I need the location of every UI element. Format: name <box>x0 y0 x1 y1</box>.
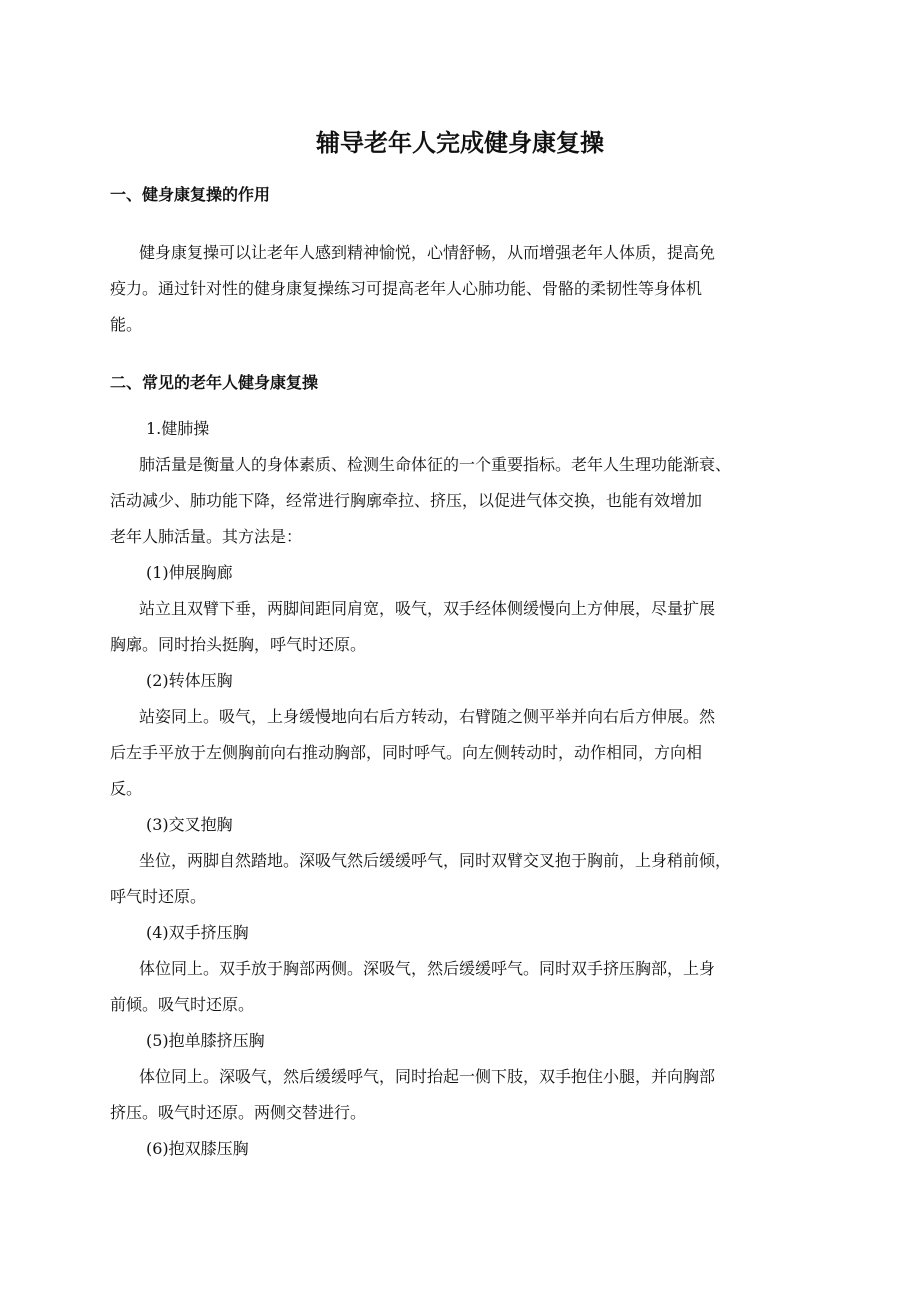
paragraph-line: 体位同上。深吸气，然后缓缓呼气，同时抬起一侧下肢，双手抱住小腿，并向胸部 <box>139 1067 716 1086</box>
step-label-1: (1)伸展胸廊 <box>146 563 233 582</box>
paragraph-line: 后左手平放于左侧胸前向右推动胸部，同时呼气。向左侧转动时，动作相同，方向相 <box>110 743 703 762</box>
step-label-4: (4)双手挤压胸 <box>146 923 249 942</box>
step-label-5: (5)抱单膝挤压胸 <box>146 1031 265 1050</box>
paragraph-line: 体位同上。双手放于胸部两侧。深吸气，然后缓缓呼气。同时双手挤压胸部，上身 <box>139 959 716 978</box>
paragraph-line: 健身康复操可以让老年人感到精神愉悦，心情舒畅，从而增强老年人体质，提高免 <box>139 243 716 262</box>
step-label-2: (2)转体压胸 <box>146 671 233 690</box>
paragraph-line: 挤压。吸气时还原。两侧交替进行。 <box>110 1103 367 1122</box>
paragraph-line: 老年人肺活量。其方法是： <box>110 527 303 546</box>
step-label-6: (6)抱双膝压胸 <box>146 1139 249 1158</box>
paragraph-line: 能。 <box>110 315 143 334</box>
subsection-heading: 1.健肺操 <box>146 419 210 438</box>
section-heading-2: 二、常见的老年人健身康复操 <box>110 373 319 392</box>
paragraph-line: 活动减少、肺功能下降，经常进行胸廓牵拉、挤压，以促进气体交换，也能有效增加 <box>110 491 703 510</box>
paragraph-line: 反。 <box>110 779 143 798</box>
paragraph-line: 前倾。吸气时还原。 <box>110 995 255 1014</box>
step-label-3: (3)交叉抱胸 <box>146 815 233 834</box>
paragraph-line: 坐位，两脚自然踏地。深吸气然后缓缓呼气，同时双臂交叉抱于胸前，上身稍前倾， <box>139 851 732 870</box>
section-heading-1: 一、健身康复操的作用 <box>110 185 271 204</box>
paragraph-line: 站姿同上。吸气，上身缓慢地向右后方转动，右臂随之侧平举并向右后方伸展。然 <box>139 707 716 726</box>
document-title: 辅导老年人完成健身康复操 <box>316 129 604 157</box>
paragraph-line: 肺活量是衡量人的身体素质、检测生命体征的一个重要指标。老年人生理功能渐衰、 <box>139 455 732 474</box>
paragraph-line: 胸廓。同时抬头挺胸，呼气时还原。 <box>110 635 367 654</box>
paragraph-line: 站立且双臂下垂，两脚间距同肩宽，吸气，双手经体侧缓慢向上方伸展，尽量扩展 <box>139 599 716 618</box>
paragraph-line: 呼气时还原。 <box>110 887 207 906</box>
paragraph-line: 疫力。通过针对性的健身康复操练习可提高老年人心肺功能、骨骼的柔韧性等身体机 <box>110 279 703 298</box>
